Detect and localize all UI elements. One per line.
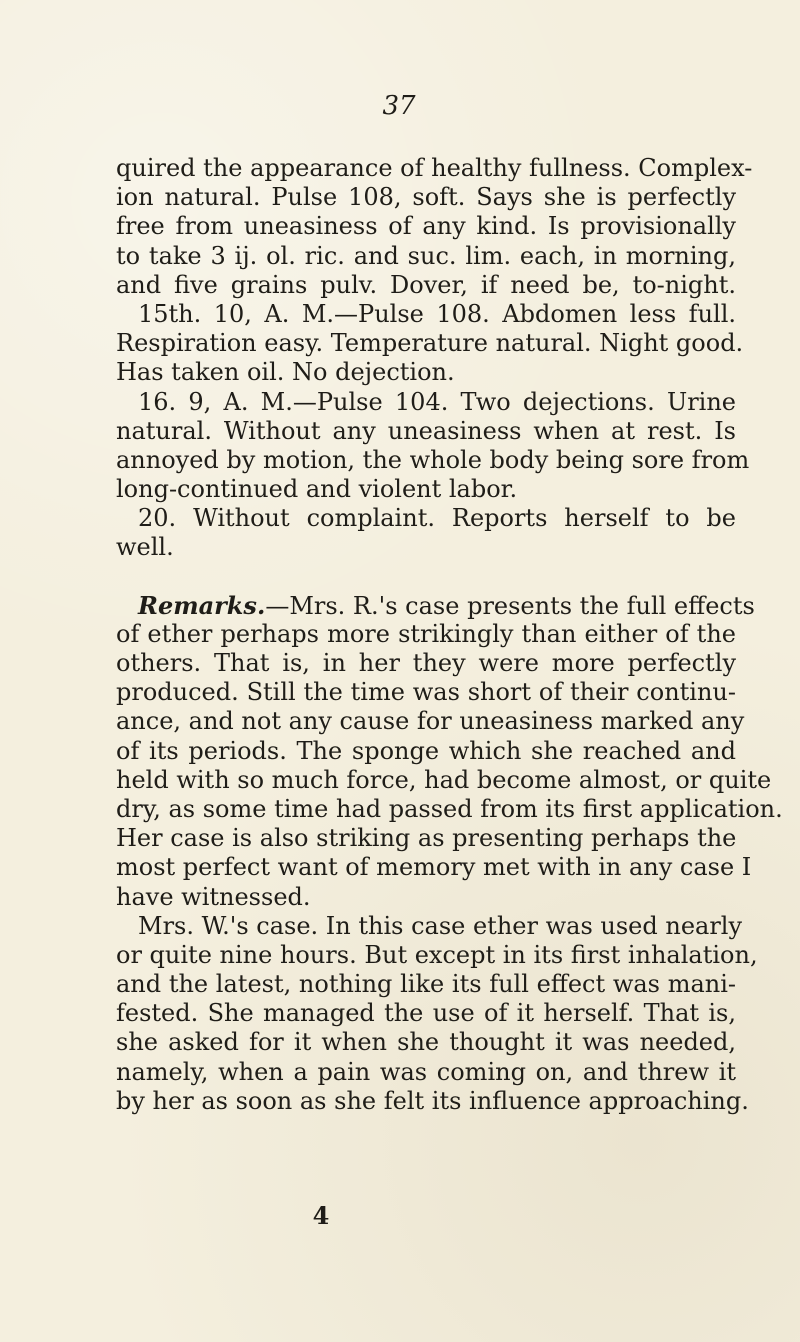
text-line: free from uneasiness of any kind. Is provisionally (116, 212, 736, 241)
text-line: 16. 9, A. M.—Pulse 104. Two dejections. Urine (138, 387, 736, 416)
text-line: fested. She managed the use of it herself. That is, (116, 999, 736, 1028)
text-line: and the latest, nothing like its full effect was mani- (116, 970, 736, 999)
text-line: ion natural. Pulse 108, soft. Says she is perfectly (116, 183, 736, 212)
text-line: 15th. 10, A. M.—Pulse 108. Abdomen less full. (138, 299, 736, 328)
text-line: Has taken oil. No dejection. (116, 358, 455, 387)
text-line: and five grains pulv. Dover, if need be, to-night. (116, 270, 736, 299)
text-line: others. That is, in her they were more perfectly (116, 649, 736, 677)
text-line: of ether perhaps more strikingly than either of the (116, 619, 736, 648)
text-line: quired the appearance of healthy fullness. Complex- (116, 154, 753, 182)
page-number: 37 (382, 91, 416, 121)
text-line: or quite nine hours. But except in its first inhalation, (116, 940, 758, 969)
text-line: 20. Without complaint. Reports herself to be (138, 504, 736, 533)
paragraph-gap (116, 563, 736, 591)
signature-mark: 4 (312, 1201, 330, 1230)
text-line: to take 3 ij. ol. ric. and suc. lim. each, in morning, (116, 241, 736, 270)
text-line: long-continued and violent labor. (116, 475, 518, 504)
body-text (116, 154, 783, 1116)
text-line: ance, and not any cause for uneasiness marked any (116, 707, 745, 736)
text-line: held with so much force, had become almost, or quite (116, 765, 772, 794)
text-line: well. (116, 533, 174, 562)
text-line: dry, as some time had passed from its first application. (116, 794, 783, 823)
remarks-label: Remarks. (138, 590, 266, 620)
text-line: produced. Still the time was short of their continu- (116, 678, 736, 707)
text-line: namely, when a pain was coming on, and threw it (116, 1057, 736, 1086)
text-line: of its periods. The sponge which she reached and (116, 736, 736, 765)
text-line: Respiration easy. Temperature natural. Night good. (116, 329, 744, 358)
text-line: by her as soon as she felt its influence approaching. (116, 1086, 749, 1115)
text-line: natural. Without any uneasiness when at rest. Is (116, 416, 736, 445)
text-line: Her case is also striking as presenting perhaps the (116, 824, 737, 853)
text-line: she asked for it when she thought it was needed, (116, 1028, 736, 1057)
text-line: Mrs. W.'s case. In this case ether was used nearly (138, 911, 743, 940)
remarks-first-line: —Mrs. R.'s case presents the full effects (265, 591, 755, 620)
text-line: most perfect want of memory met with in any case I (116, 853, 752, 882)
text-line: annoyed by motion, the whole body being sore from (116, 445, 750, 474)
remarks-line (116, 590, 755, 620)
text-line: have witnessed. (116, 882, 311, 911)
